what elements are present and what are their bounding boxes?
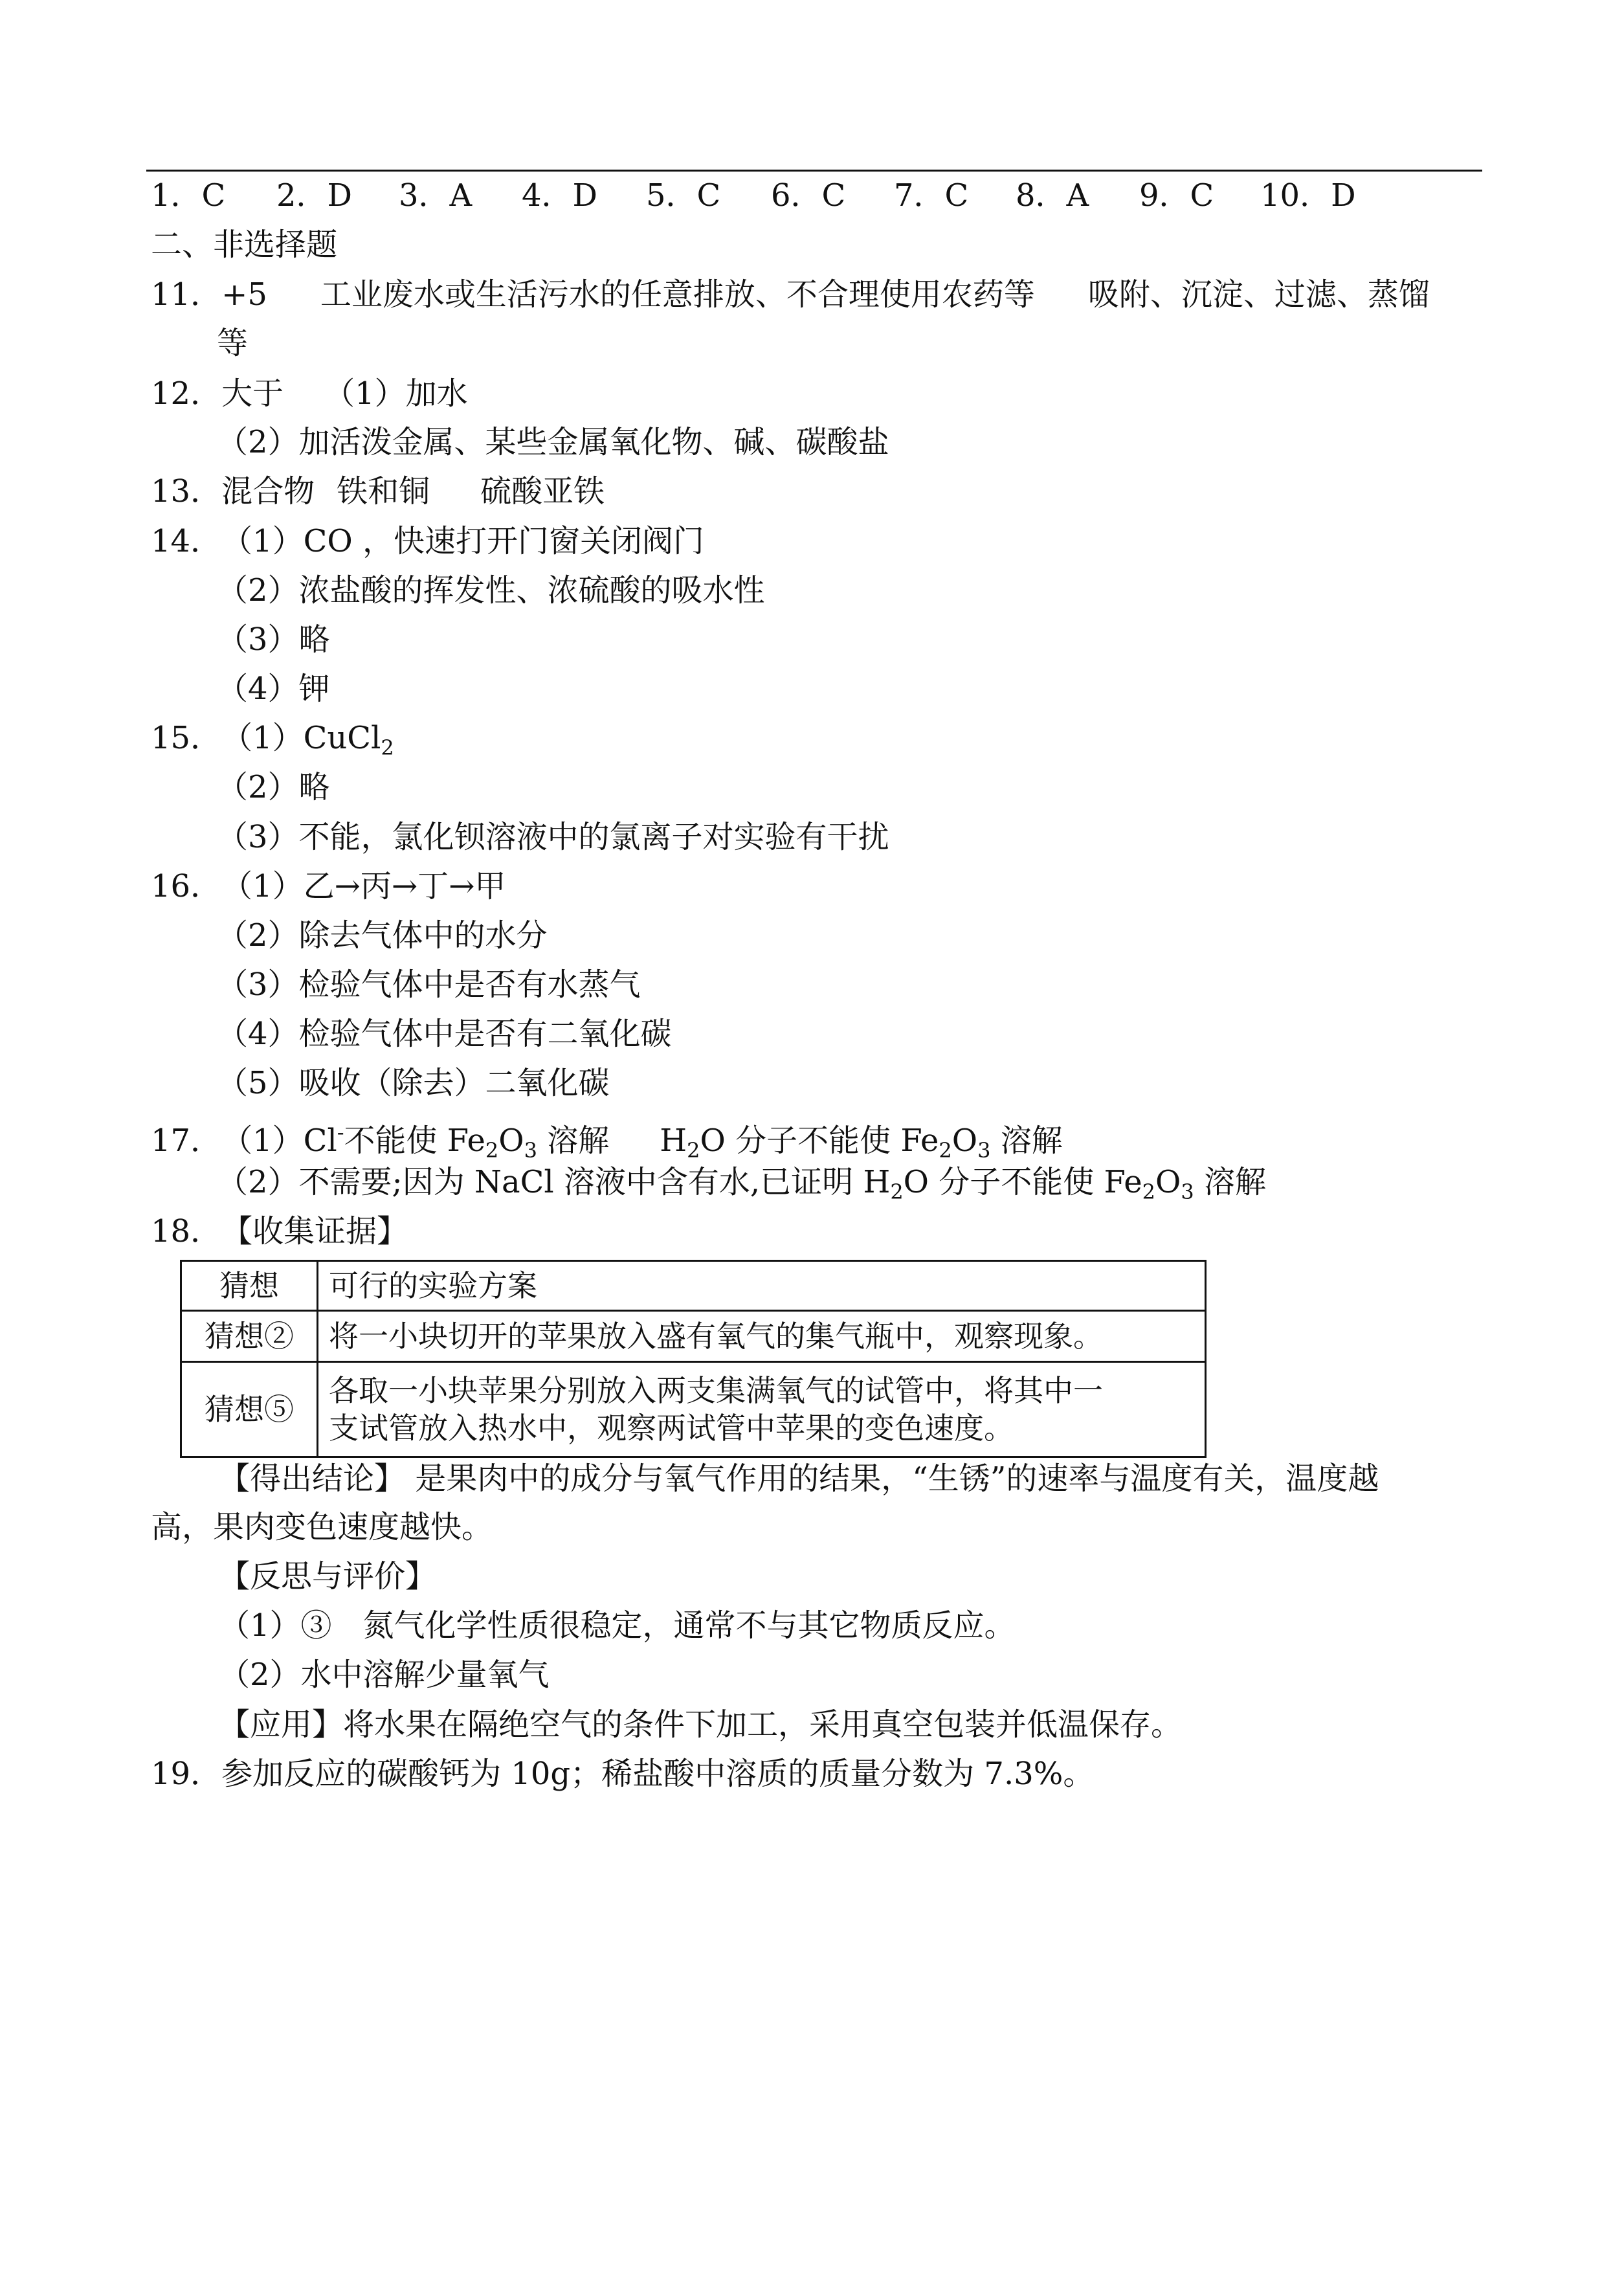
q11-line (151, 275, 1430, 314)
q18-application: 【应用】将水果在隔绝空气的条件下加工，采用真空包装并低温保存。 (219, 1706, 1183, 1743)
q12-line (151, 374, 468, 413)
header-rule (146, 170, 1482, 172)
q18-reflection-heading: 【反思与评价】 (219, 1558, 437, 1594)
q11-number: 11． (151, 276, 222, 313)
table-header-cell: 可行的实验方案 (318, 1261, 1206, 1311)
q13-answer-b: 铁和铜 (337, 473, 430, 509)
q13-answer-a: 混合物 (221, 473, 315, 509)
q11-answer-b: 工业废水或生活污水的任意排放、不合理使用农药等 (320, 276, 1035, 313)
q11-answer-a: +5 (221, 276, 267, 313)
q18-section-title: 【收集证据】 (221, 1213, 408, 1249)
q12-answer-c: （2）加活泼金属、某些金属氧化物、碱、碳酸盐 (217, 424, 889, 460)
mc-item-8: 8．A (1016, 177, 1089, 214)
q17-part-1a: （1）Cl-不能使 $Fe_2O_3$ 溶解 (221, 1120, 610, 1163)
mc-item-2: 2．D (276, 177, 353, 214)
q16-number: 16． (151, 868, 222, 904)
q19-answer: 参加反应的碳酸钙为 10g；稀盐酸中溶质的质量分数为 7.3%。 (221, 1756, 1095, 1792)
table-header-cell: 猜想 (181, 1261, 318, 1311)
q12-number: 12． (151, 375, 222, 412)
table-cell-line: 支试管放入热水中，观察两试管中苹果的变色速度。 (329, 1411, 1014, 1446)
mc-item-5: 5．C (646, 177, 721, 214)
q18-number: 18． (151, 1213, 222, 1249)
q15-number: 15． (151, 720, 222, 756)
q12-answer-b: （1）加水 (324, 375, 468, 412)
q14-number: 14． (151, 523, 222, 559)
q15-part-3: （3）不能，氯化钡溶液中的氯离子对实验有干扰 (217, 819, 889, 855)
mc-item-7: 7．C (894, 177, 969, 214)
q17-number: 17． (151, 1123, 222, 1159)
q12-answer-a: 大于 (221, 375, 284, 412)
q16-part-2: （2）除去气体中的水分 (217, 917, 548, 954)
q13-answer-c: 硫酸亚铁 (480, 473, 605, 509)
q17-part-2: （2）不需要;因为 NaCl 溶液中含有水,已证明 $H_2O$ 分子不能使 $Fe_2O_3$ 溶解 (217, 1164, 1266, 1204)
q15-part-1: （1）CuCl$_2$ (221, 720, 394, 760)
q14-part-2: （2）浓盐酸的挥发性、浓硫酸的吸水性 (217, 572, 765, 609)
table-cell-line: 各取一小块苹果分别放入两支集满氧气的试管中，将其中一 (329, 1373, 1103, 1408)
q15-part-2: （2）略 (217, 769, 330, 805)
q18-reflection-2: （2）水中溶解少量氧气 (219, 1657, 550, 1693)
table-cell: 猜想⑤ (181, 1362, 318, 1457)
q18-reflection-1: （1）③ 氮气化学性质很稳定，通常不与其它物质反应。 (219, 1607, 1016, 1644)
q16-part-5: （5）吸收（除去）二氧化碳 (217, 1065, 610, 1101)
q16-part-4: （4）检验气体中是否有二氧化碳 (217, 1016, 672, 1052)
table-row (181, 1362, 1206, 1457)
q13-line (151, 472, 605, 511)
q16-part-1: （1）乙→丙→丁→甲 (221, 868, 506, 904)
q11-continuation: 等 (217, 325, 249, 361)
q14-part-3: （3）略 (217, 621, 330, 658)
mc-item-10: 10．D (1260, 177, 1356, 214)
mc-item-9: 9．C (1139, 177, 1214, 214)
table-row (181, 1311, 1206, 1362)
hypothesis-table (180, 1260, 1207, 1458)
mc-item-6: 6．C (771, 177, 846, 214)
q18-conclusion-line-1: 【得出结论】 是果肉中的成分与氧气作用的结果，“生锈”的速率与温度有关，温度越 (219, 1460, 1379, 1497)
q14-line-1 (151, 522, 704, 561)
q13-number: 13． (151, 473, 222, 509)
q18-conclusion-line-2: 高，果肉变色速度越快。 (151, 1509, 493, 1545)
mc-item-1: 1．C (151, 177, 226, 214)
q18-line-1 (151, 1212, 408, 1251)
q17-part-1b: $H_2O$ 分子不能使 $Fe_2O_3$ 溶解 (660, 1123, 1063, 1163)
table-cell (318, 1362, 1206, 1457)
q16-part-3: （3）检验气体中是否有水蒸气 (217, 967, 641, 1003)
section-heading: 二、非选择题 (151, 227, 338, 263)
q19-number: 19． (151, 1756, 222, 1792)
q14-part-4: （4）钾 (217, 671, 330, 707)
table-header-row (181, 1261, 1206, 1311)
mc-item-3: 3．A (399, 177, 473, 214)
q16-line-1 (151, 867, 506, 906)
q14-part-1: （1）CO ，快速打开门窗关闭阀门 (221, 523, 704, 559)
table-cell: 将一小块切开的苹果放入盛有氧气的集气瓶中，观察现象。 (318, 1311, 1206, 1362)
q11-answer-c: 吸附、沉淀、过滤、蒸馏 (1087, 276, 1430, 313)
mc-item-4: 4．D (522, 177, 598, 214)
table-cell: 猜想② (181, 1311, 318, 1362)
q15-line-1 (151, 719, 394, 767)
q19-line (151, 1754, 1094, 1793)
q17-line-1 (151, 1113, 1063, 1170)
